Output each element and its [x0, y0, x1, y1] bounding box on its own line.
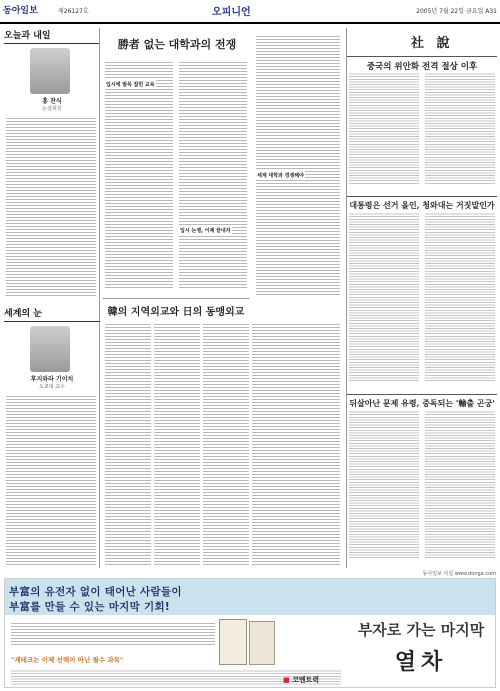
column-body-text	[6, 394, 96, 566]
editorial-body-text	[425, 72, 495, 184]
editorial-title: 대통령은 선거 올인, 청와대는 거짓말인가	[347, 196, 497, 211]
author-role: 논설위원	[42, 106, 62, 112]
article-body-text	[105, 322, 151, 566]
left-column	[4, 28, 100, 568]
book-advertisement	[4, 578, 496, 688]
article-body-text	[203, 322, 249, 566]
issue-number: 제26127호	[58, 8, 89, 15]
author-photo	[30, 326, 70, 372]
article-subhead: 입시 논쟁, 이제 끝내자	[180, 228, 231, 234]
book-cover-image	[219, 619, 247, 665]
ad-tagline: "재테크는 이제 선택이 아닌 필수 과목"	[11, 656, 124, 664]
article-body-text	[154, 322, 200, 566]
article-subhead: 입시에 발목 잡힌 교육	[106, 82, 155, 88]
ad-body-text	[11, 621, 215, 647]
column-heading-world: 세계의 눈	[4, 306, 100, 322]
book-cover-image	[249, 621, 275, 665]
section-title: 오피니언	[212, 7, 251, 18]
newspaper-logo: 동아일보	[3, 6, 38, 16]
article-body-text	[256, 34, 340, 296]
ad-headline-band	[5, 579, 495, 615]
author-caption	[4, 374, 100, 390]
article-body-text	[179, 60, 247, 288]
editorial-body-text	[349, 410, 419, 560]
author-name: 홍 찬식	[42, 98, 62, 105]
book-title-display	[349, 619, 493, 675]
article-body-text	[105, 60, 173, 288]
author-caption	[4, 96, 100, 112]
ad-headline: 부富를 만들 수 있는 마지막 기회!	[9, 601, 170, 613]
editorial-label: 社 說	[411, 36, 454, 51]
editorial-body-text	[425, 212, 495, 382]
publisher-name	[283, 675, 319, 685]
article-subhead: 세계 대학과 경쟁해야	[257, 173, 304, 179]
editorial-body-text	[349, 212, 419, 382]
article-body-text	[252, 322, 340, 566]
editorial-title: 뒤살아난 문제 유령, 중독되는 '輸출 곤궁'	[347, 394, 497, 409]
center-article-column	[103, 28, 249, 568]
editorial-section	[346, 28, 496, 568]
author-role: 도쿄대 교수	[39, 384, 65, 390]
editorial-title: 중국의 위안화 전격 절상 이후	[347, 56, 497, 72]
right-article-column	[252, 28, 342, 568]
editorial-footer: 동아일보 사설 www.donga.com	[422, 571, 496, 577]
editorial-body-text	[349, 72, 419, 184]
author-photo	[30, 48, 70, 94]
page-date: 2005년 7월 22일 금요일 A31	[416, 8, 497, 15]
ad-headline: 부富의 유전자 없이 태어난 사람들이	[9, 586, 182, 598]
page-header	[0, 0, 500, 24]
article-headline: 韓의 지역외교와 日의 동맹외교	[103, 298, 249, 318]
publisher-label: 코멘트력	[292, 676, 320, 684]
editorial-body-text	[425, 410, 495, 560]
column-body-text	[6, 116, 96, 296]
column-heading-today: 오늘과 내일	[4, 28, 99, 44]
publisher-mark-icon: ■	[283, 676, 290, 684]
author-name: 후지와라 기이치	[30, 376, 74, 383]
book-title-line: 부자로 가는 마지막	[357, 621, 485, 639]
book-title-line: 열차	[394, 649, 448, 675]
article-headline: 勝者 없는 대학과의 전쟁	[117, 38, 237, 51]
